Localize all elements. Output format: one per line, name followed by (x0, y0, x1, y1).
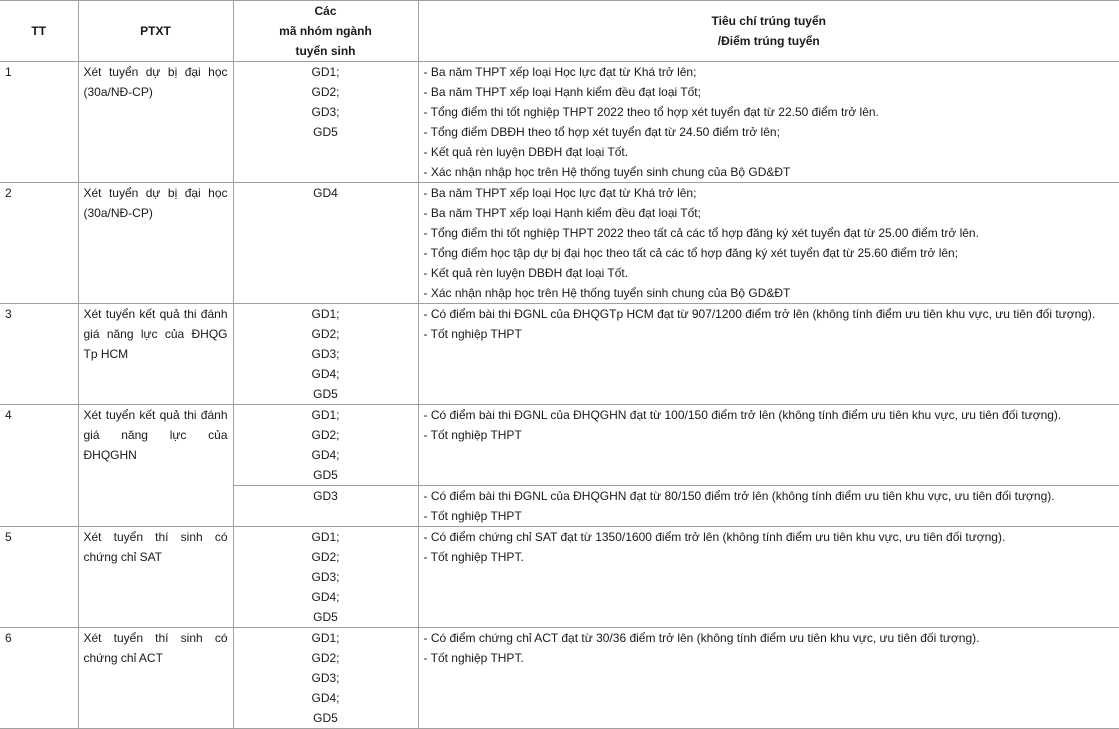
criteria (418, 304, 1119, 405)
group-code: GD5 (313, 468, 338, 482)
table-row (0, 183, 1119, 304)
admission-method: Xét tuyển dự bị đại học (30a/NĐ-CP) (78, 62, 233, 183)
criteria-line: - Tốt nghiệp THPT. (423, 550, 524, 564)
admission-method: Xét tuyển thí sinh có chứng chỉ ACT (78, 628, 233, 729)
criteria-line: - Ba năm THPT xếp loại Hạnh kiểm đều đạt loại Tốt; (423, 85, 701, 99)
group-code: GD3; (311, 671, 340, 685)
group-code: GD2; (311, 327, 340, 341)
criteria-line: - Tốt nghiệp THPT (423, 327, 522, 341)
group-code: GD4; (311, 691, 340, 705)
criteria-line: - Tốt nghiệp THPT (423, 509, 522, 523)
criteria (418, 628, 1119, 729)
criteria (418, 62, 1119, 183)
group-code: GD2; (311, 85, 340, 99)
group-code: GD1; (311, 65, 340, 79)
group-code: GD2; (311, 550, 340, 564)
criteria-line: - Có điểm bài thi ĐGNL của ĐHQGTp HCM đạt từ 907/1200 điểm trở lên (không tính điểm ưu tiên khu vực, ưu tiên đối tượng). (423, 307, 1096, 321)
table-row (0, 527, 1119, 628)
criteria-line: - Tốt nghiệp THPT. (423, 651, 524, 665)
group-code: GD1; (311, 307, 340, 321)
header-criteria-line: /Điểm trúng tuyển (717, 34, 820, 48)
header-groups-line: tuyển sinh (295, 44, 356, 58)
table-row (0, 628, 1119, 729)
group-code: GD4; (311, 448, 340, 462)
criteria-line: - Tốt nghiệp THPT (423, 428, 522, 442)
group-code: GD3; (311, 570, 340, 584)
group-code: GD5 (313, 387, 338, 401)
criteria-line: - Tổng điểm học tập dự bị đại học theo tất cả các tổ hợp đăng ký xét tuyển đạt từ 25.60 điểm trở lên; (423, 246, 959, 260)
criteria (418, 405, 1119, 486)
group-code: GD5 (313, 610, 338, 624)
header-criteria (418, 1, 1119, 62)
group-code: GD4; (311, 367, 340, 381)
criteria-line: - Kết quả rèn luyện DBĐH đạt loại Tốt. (423, 145, 629, 159)
admission-method: Xét tuyển kết quả thi đánh giá năng lực của ĐHQG Tp HCM (78, 304, 233, 405)
group-code: GD3; (311, 347, 340, 361)
group-code: GD2; (311, 651, 340, 665)
table-row (0, 405, 1119, 486)
group-codes (233, 183, 418, 304)
row-number: 5 (0, 527, 78, 628)
criteria (418, 527, 1119, 628)
table-row (0, 62, 1119, 183)
criteria-line: - Có điểm chứng chỉ ACT đạt từ 30/36 điểm trở lên (không tính điểm ưu tiên khu vực, ưu tiên đối tượng). (423, 631, 980, 645)
group-codes (233, 628, 418, 729)
criteria-line: - Tổng điểm DBĐH theo tổ hợp xét tuyển đạt từ 24.50 điểm trở lên; (423, 125, 780, 139)
group-code: GD1; (311, 631, 340, 645)
criteria-line: - Ba năm THPT xếp loại Học lực đạt từ Khá trở lên; (423, 65, 697, 79)
row-number: 1 (0, 62, 78, 183)
group-code: GD2; (311, 428, 340, 442)
group-codes (233, 486, 418, 527)
criteria-line: - Ba năm THPT xếp loại Hạnh kiểm đều đạt loại Tốt; (423, 206, 701, 220)
header-ptxt: PTXT (78, 1, 233, 62)
criteria-line: - Xác nhận nhập học trên Hệ thống tuyển sinh chung của Bộ GD&ĐT (423, 165, 791, 179)
group-codes (233, 405, 418, 486)
criteria (418, 183, 1119, 304)
group-code: GD4 (313, 186, 338, 200)
table-row (0, 304, 1119, 405)
group-code: GD3 (313, 489, 338, 503)
group-code: GD1; (311, 530, 340, 544)
criteria-line: - Tổng điểm thi tốt nghiệp THPT 2022 theo tổ hợp xét tuyển đạt từ 22.50 điểm trở lên. (423, 105, 879, 119)
row-number: 2 (0, 183, 78, 304)
criteria-line: - Xác nhận nhập học trên Hệ thống tuyển sinh chung của Bộ GD&ĐT (423, 286, 791, 300)
group-codes (233, 527, 418, 628)
header-groups (233, 1, 418, 62)
criteria-line: - Có điểm bài thi ĐGNL của ĐHQGHN đạt từ 100/150 điểm trở lên (không tính điểm ưu tiên khu vực, ưu tiên đối tượng). (423, 408, 1062, 422)
header-groups-line: Các (314, 4, 337, 18)
header-criteria-line: Tiêu chí trúng tuyển (711, 14, 826, 28)
group-code: GD3; (311, 105, 340, 119)
header-row (0, 1, 1119, 62)
criteria-line: - Có điểm chứng chỉ SAT đạt từ 1350/1600 điểm trở lên (không tính điểm ưu tiên khu vực, ưu tiên đối tượng). (423, 530, 1006, 544)
group-codes (233, 62, 418, 183)
criteria (418, 486, 1119, 527)
criteria-line: - Có điểm bài thi ĐGNL của ĐHQGHN đạt từ 80/150 điểm trở lên (không tính điểm ưu tiên khu vực, ưu tiên đối tượng). (423, 489, 1055, 503)
group-codes (233, 304, 418, 405)
group-code: GD4; (311, 590, 340, 604)
criteria-line: - Kết quả rèn luyện DBĐH đạt loại Tốt. (423, 266, 629, 280)
row-number: 3 (0, 304, 78, 405)
admission-method: Xét tuyển dự bị đại học (30a/NĐ-CP) (78, 183, 233, 304)
row-number: 6 (0, 628, 78, 729)
group-code: GD1; (311, 408, 340, 422)
header-groups-line: mã nhóm ngành (279, 24, 372, 38)
admission-method: Xét tuyển thí sinh có chứng chỉ SAT (78, 527, 233, 628)
group-code: GD5 (313, 125, 338, 139)
header-tt: TT (0, 1, 78, 62)
row-number: 4 (0, 405, 78, 527)
criteria-line: - Ba năm THPT xếp loại Học lực đạt từ Khá trở lên; (423, 186, 697, 200)
group-code: GD5 (313, 711, 338, 725)
admission-method: Xét tuyển kết quả thi đánh giá năng lực của ĐHQGHN (78, 405, 233, 527)
criteria-line: - Tổng điểm thi tốt nghiệp THPT 2022 theo tất cả các tổ hợp đăng ký xét tuyển đạt từ 25.00 điểm trở lên. (423, 226, 979, 240)
